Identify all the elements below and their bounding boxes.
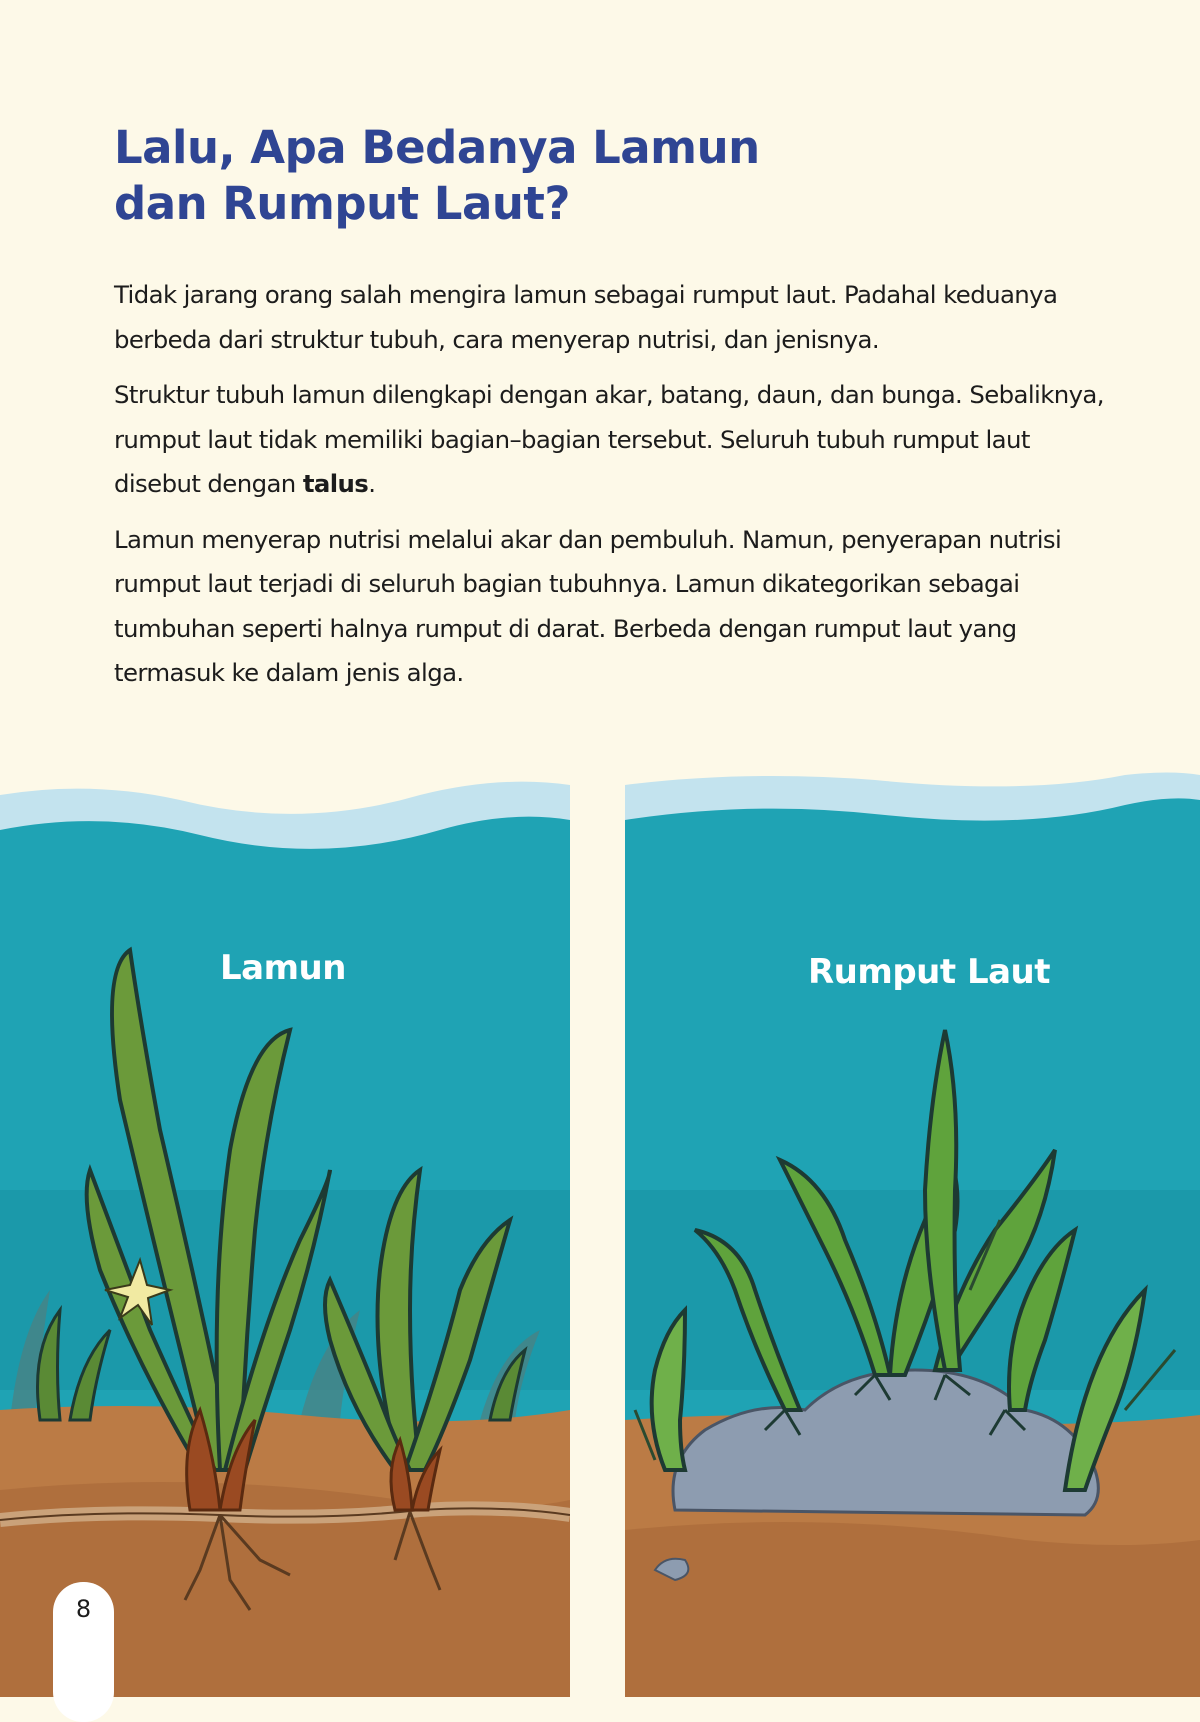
paragraph-2-end: .: [368, 469, 376, 498]
lamun-illustration: [0, 770, 570, 1697]
heading-line-1: Lalu, Apa Bedanya Lamun: [114, 121, 760, 174]
paragraph-3: Lamun menyerap nutrisi melalui akar dan pembuluh. Namun, penyerapan nutrisi rumput laut terjadi di seluruh bagian tubuhnya. Lamun dikategorikan sebagai tumbuhan seperti halnya rumput di darat. Berbeda dengan rumput laut yang termasuk ke dalam jenis alga.: [114, 524, 1062, 687]
heading-line-2: dan Rumput Laut?: [114, 177, 570, 230]
body-text: [114, 273, 1104, 707]
paragraph-2-text: Struktur tubuh lamun dilengkapi dengan akar, batang, daun, dan bunga. Sebaliknya, rumput laut tidak memiliki bagian–bagian tersebut. Seluruh tubuh rumput laut disebut dengan: [114, 380, 1104, 498]
lamun-label: Lamun: [220, 948, 346, 988]
talus-term: talus: [302, 469, 369, 498]
page-heading: [114, 120, 934, 232]
rumput-laut-label: Rumput Laut: [808, 952, 1051, 992]
page-number: 8: [75, 1595, 92, 1623]
paragraph-2: [114, 373, 1104, 507]
rumput-laut-illustration: [625, 770, 1200, 1697]
paragraph-1: Tidak jarang orang salah mengira lamun sebagai rumput laut. Padahal keduanya berbeda dari struktur tubuh, cara menyerap nutrisi, dan jenisnya.: [114, 280, 1058, 354]
